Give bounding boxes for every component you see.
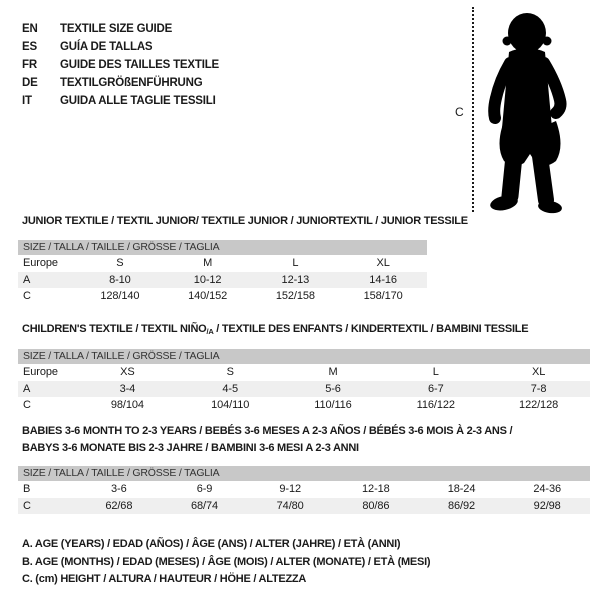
height-marker-label: C <box>455 105 464 119</box>
table-cell: M <box>328 366 338 378</box>
table-cell: 158/170 <box>363 290 403 302</box>
table-row <box>18 288 427 305</box>
language-code: FR <box>22 59 37 71</box>
table-cell: 24-36 <box>533 483 562 495</box>
language-code: IT <box>22 95 32 107</box>
table-cell: 3-4 <box>119 382 136 395</box>
table-cell: S <box>116 257 124 269</box>
section-title-subscript: /A <box>206 327 214 336</box>
section-title <box>18 321 590 340</box>
babies-textile-section <box>18 423 590 514</box>
table-cell: 14-16 <box>369 273 397 286</box>
table-row <box>18 498 590 515</box>
table-cell: 5-6 <box>325 382 341 395</box>
table-cell: 12-18 <box>362 483 390 495</box>
table-cell: 122/128 <box>519 399 559 411</box>
language-label: TEXTILGRÖßENFÜHRUNG <box>60 77 203 89</box>
language-row <box>22 56 219 74</box>
section-title-text: CHILDREN'S TEXTILE / TEXTIL NIÑO <box>22 323 207 335</box>
section-title-text: / TEXTILE DES ENFANTS / KINDERTEXTIL / BAMBINI TESSILE <box>213 323 529 335</box>
table-cell: 6-9 <box>196 483 213 495</box>
table-row <box>18 255 427 272</box>
table-cell: XS <box>120 366 135 378</box>
table-cell: L <box>432 366 439 378</box>
language-label: GUIDE DES TAILLES TEXTILE <box>60 59 219 71</box>
table-cell: 80/86 <box>362 499 390 512</box>
table-cell: 68/74 <box>190 499 219 512</box>
row-label: A <box>23 273 31 286</box>
language-code: DE <box>22 77 38 89</box>
table-cell: 110/116 <box>314 399 352 411</box>
section-title-text: BABYS 3-6 MONATE BIS 2-3 JAHRE / BAMBINI 3-6 MESI A 2-3 ANNI <box>22 442 359 454</box>
language-code: ES <box>22 41 37 53</box>
baby-silhouette <box>482 8 582 218</box>
children-textile-section <box>18 321 590 414</box>
table-cell: 116/122 <box>416 399 455 411</box>
table-cell: 18-24 <box>447 483 476 495</box>
table-cell: 8-10 <box>109 273 131 286</box>
table-cell: 92/98 <box>533 499 561 512</box>
table-cell: 4-5 <box>222 382 238 395</box>
junior-textile-section <box>18 213 468 305</box>
legend-line: A. AGE (YEARS) / EDAD (AÑOS) / ÂGE (ANS) / ALTER (JAHRE) / ETÀ (ANNI) <box>22 538 401 550</box>
size-header-bar: SIZE / TALLA / TAILLE / GRÖSSE / TAGLIA <box>18 349 590 364</box>
language-label: GUIDA ALLE TAGLIE TESSILI <box>60 95 216 107</box>
size-header-bar: SIZE / TALLA / TAILLE / GRÖSSE / TAGLIA <box>18 466 590 481</box>
language-label: GUÍA DE TALLAS <box>60 41 153 53</box>
table-cell: 152/158 <box>275 290 315 302</box>
table-cell: 98/104 <box>110 399 144 411</box>
table-cell: M <box>203 257 213 269</box>
table-row <box>18 272 427 289</box>
language-row <box>22 20 219 38</box>
legend-line: C. (cm) HEIGHT / ALTURA / HAUTEUR / HÖHE / ALTEZZA <box>22 573 307 585</box>
table-cell: 9-12 <box>279 483 301 495</box>
table-cell: 104/110 <box>211 399 250 411</box>
height-measure-dotted-line <box>472 7 474 212</box>
section-title <box>18 440 590 457</box>
section-title <box>18 423 590 440</box>
table-row <box>18 364 590 381</box>
table-cell: L <box>292 257 299 269</box>
table-row <box>18 381 590 398</box>
table-cell: 7-8 <box>530 382 547 395</box>
language-row <box>22 38 219 56</box>
legend-line: B. AGE (MONTHS) / EDAD (MESES) / ÂGE (MOIS) / ALTER (MONATE) / ETÀ (MESI) <box>22 555 431 568</box>
table-cell: 140/152 <box>188 290 228 302</box>
row-label: B <box>23 483 31 495</box>
table-cell: 62/68 <box>105 499 133 512</box>
table-cell: 74/80 <box>276 499 304 512</box>
language-code: EN <box>22 23 38 35</box>
row-label: A <box>23 382 31 395</box>
table-cell: S <box>226 366 234 378</box>
table-row <box>18 481 590 498</box>
row-label: Europe <box>23 366 58 378</box>
row-label: C <box>23 499 31 512</box>
size-header-bar: SIZE / TALLA / TAILLE / GRÖSSE / TAGLIA <box>18 240 427 255</box>
language-label: TEXTILE SIZE GUIDE <box>60 23 173 35</box>
table-cell: 10-12 <box>193 273 222 286</box>
table-cell: XL <box>376 257 390 269</box>
table-cell: 12-13 <box>281 273 310 286</box>
row-label: C <box>23 399 31 411</box>
row-label: Europe <box>23 257 58 269</box>
table-cell: 6-7 <box>427 382 444 395</box>
section-title <box>18 213 468 230</box>
table-cell: 3-6 <box>111 483 127 495</box>
table-cell: 128/140 <box>100 290 140 302</box>
legend <box>22 536 430 589</box>
table-row <box>18 397 590 414</box>
section-title-text: JUNIOR TEXTILE / TEXTIL JUNIOR/ TEXTILE JUNIOR / JUNIORTEXTIL / JUNIOR TESSILE <box>22 215 468 227</box>
language-row <box>22 92 219 110</box>
row-label: C <box>23 290 31 302</box>
language-list <box>22 20 219 110</box>
section-title-text: BABIES 3-6 MONTH TO 2-3 YEARS / BEBÉS 3-6 MESES A 2-3 AÑOS / BÉBÉS 3-6 MOIS À 2-3 ANS / <box>22 425 513 437</box>
table-cell: XL <box>531 366 546 378</box>
table-cell: 86/92 <box>448 499 476 512</box>
language-row <box>22 74 219 92</box>
